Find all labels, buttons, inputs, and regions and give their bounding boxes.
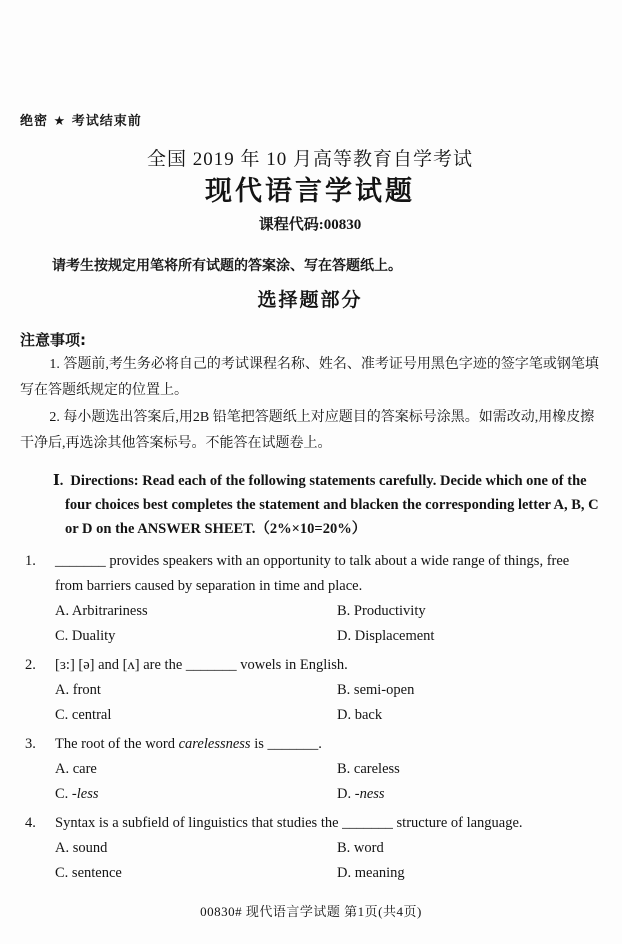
answer-sheet-instruction: 请考生按规定用笔将所有试题的答案涂、写在答题纸上。 xyxy=(52,258,402,274)
directions-block xyxy=(20,469,600,541)
option-text: Arbitrariness xyxy=(71,603,148,619)
option-label: B. xyxy=(337,761,354,777)
question-options xyxy=(55,599,600,649)
stem-segment: carelessness xyxy=(178,736,251,752)
answer-option xyxy=(337,757,600,782)
question xyxy=(20,549,600,649)
page-footer: 00830# 现代语言学试题 第1页(共4页) xyxy=(200,904,422,919)
option-text: -ness xyxy=(354,786,385,802)
exam-title: 全国 2019 年 10 月高等教育自学考试 xyxy=(146,149,473,170)
option-label: B. xyxy=(337,840,354,856)
answer-option xyxy=(337,836,600,861)
section-title: 选择题部分 xyxy=(257,289,363,311)
option-label: A. xyxy=(55,840,73,856)
question-options xyxy=(55,836,600,886)
directions-text: Directions: Read each of the following statements carefully. Decide which one of the four choices best completes the statement and blacken the corresponding letter A, B, C or D on the ANSWER SHEET.（2%×10=20%） xyxy=(65,473,599,537)
option-label: A. xyxy=(55,603,72,619)
option-text: front xyxy=(72,682,101,698)
option-text: sound xyxy=(72,840,108,856)
option-label: D. xyxy=(337,786,355,802)
classification-label: 绝密 ★ 考试结束前 xyxy=(20,114,142,129)
option-label: B. xyxy=(337,603,354,619)
question-number: 4. xyxy=(25,815,36,831)
answer-option xyxy=(337,782,600,807)
option-label: C. xyxy=(55,786,72,802)
option-label: C. xyxy=(55,865,72,881)
option-label: D. xyxy=(337,707,355,723)
option-text: -less xyxy=(71,786,99,802)
note-item-1: 1. 答题前,考生务必将自己的考试课程名称、姓名、准考证号用黑色字迹的签字笔或钢笔填写在答题纸规定的位置上。 xyxy=(20,357,599,398)
option-label: D. xyxy=(337,628,355,644)
question-stem xyxy=(55,553,569,594)
answer-option xyxy=(337,703,600,728)
option-label: D. xyxy=(337,865,355,881)
paper-title: 现代语言学试题 xyxy=(205,176,415,207)
stem-segment: _______ provides speakers with an opportunity to talk about a wide range of things, free from barriers caused by separation in time and place. xyxy=(55,553,570,594)
option-text: care xyxy=(72,761,97,777)
option-text: central xyxy=(71,707,112,723)
question xyxy=(20,732,600,807)
answer-option xyxy=(337,861,600,886)
answer-option xyxy=(55,624,337,649)
option-label: C. xyxy=(55,707,72,723)
option-label: A. xyxy=(55,761,73,777)
answer-option xyxy=(55,782,337,807)
question-stem xyxy=(55,657,348,673)
stem-segment: Syntax is a subfield of linguistics that studies the _______ structure of language. xyxy=(55,815,523,831)
option-text: meaning xyxy=(354,865,405,881)
question-number: 1. xyxy=(25,553,36,569)
option-label: C. xyxy=(55,628,72,644)
option-label: A. xyxy=(55,682,73,698)
option-text: back xyxy=(354,707,383,723)
directions-numeral: Ⅰ. xyxy=(53,473,64,489)
option-text: semi-open xyxy=(353,682,415,698)
question-stem xyxy=(55,815,523,831)
answer-option xyxy=(337,678,600,703)
answer-option xyxy=(337,599,600,624)
stem-segment: is _______. xyxy=(250,736,322,752)
answer-option xyxy=(55,757,337,782)
stem-segment: The root of the word xyxy=(55,736,179,752)
option-text: sentence xyxy=(71,865,122,881)
question xyxy=(20,653,600,728)
question-number: 2. xyxy=(25,657,36,673)
option-text: careless xyxy=(353,761,400,777)
answer-option xyxy=(55,678,337,703)
question-stem xyxy=(55,736,322,752)
answer-option xyxy=(55,861,337,886)
question-options xyxy=(55,678,600,728)
option-text: Productivity xyxy=(353,603,426,619)
course-code: 课程代码:00830 xyxy=(258,217,362,233)
option-text: word xyxy=(353,840,384,856)
option-text: Displacement xyxy=(354,628,435,644)
answer-option xyxy=(55,836,337,861)
question-options xyxy=(55,757,600,807)
question xyxy=(20,811,600,886)
stem-segment: [ɜ:] [ə] and [ʌ] are the _______ vowels in English. xyxy=(55,657,348,673)
answer-option xyxy=(337,624,600,649)
answer-option xyxy=(55,599,337,624)
option-text: Duality xyxy=(71,628,116,644)
option-label: B. xyxy=(337,682,354,698)
question-number: 3. xyxy=(25,736,36,752)
notes-heading: 注意事项: xyxy=(20,331,86,349)
question-list xyxy=(20,549,600,886)
answer-option xyxy=(55,703,337,728)
note-item-2: 2. 每小题选出答案后,用2B 铅笔把答题纸上对应题目的答案标号涂黑。如需改动,用橡皮擦干净后,再选涂其他答案标号。不能答在试题卷上。 xyxy=(20,410,595,451)
